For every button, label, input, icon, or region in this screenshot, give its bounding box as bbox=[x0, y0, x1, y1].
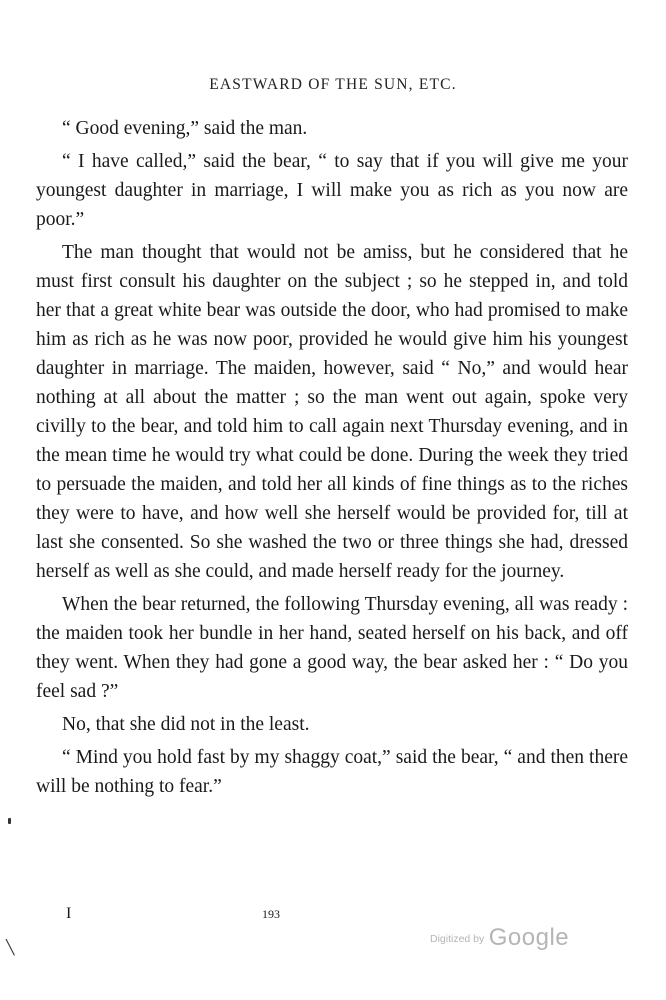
paragraph: “ Good evening,” said the man. bbox=[62, 118, 308, 139]
paragraph: When the bear returned, the following Thursday evening, all was ready : the maiden took her bundle in her hand, seated herself on his back, and off they went. When they had gone a good way, the bear asked her : “ Do you feel sad ?” bbox=[36, 594, 628, 702]
margin-mark bbox=[8, 818, 11, 824]
signature-mark: I bbox=[66, 905, 72, 922]
digitized-watermark bbox=[430, 924, 569, 952]
paragraph: “ Mind you hold fast by my shaggy coat,” said the bear, “ and then there will be nothing to fear.” bbox=[36, 747, 628, 797]
paragraph: “ I have called,” said the bear, “ to say that if you will give me your youngest daughter in marriage, I will make you as rich as you now are poor.” bbox=[36, 151, 628, 230]
watermark-prefix: Digitized by bbox=[430, 933, 485, 945]
paragraph: No, that she did not in the least. bbox=[62, 714, 310, 735]
paragraph: The man thought that would not be amiss, but he considered that he must first consult his daughter on the subject ; so he stepped in, and told her that a great white bear was outside the door, who had promised to make him as rich as he was now poor, provided he would give him his youngest daughter in marriage. The maiden, however, said “ No,” and would hear nothing at all about the matter ; so the man went out again, spoke very civilly to the bear, and told him to call again next Thursday evening, and in the mean time he would try what could be done. During the week they tried to persuade the maiden, and told her all kinds of fine things as to the riches they were to have, and how well she herself would be provided for, till at last she consented. So she washed the two or three things she had, dressed herself as well as she could, and made herself ready for the journey. bbox=[36, 242, 628, 582]
page-number: 193 bbox=[262, 907, 280, 921]
running-head: EASTWARD OF THE SUN, ETC. bbox=[209, 76, 457, 93]
watermark-brand: Google bbox=[488, 924, 570, 951]
body-text bbox=[36, 114, 628, 805]
corner-mark-icon: ╲ bbox=[6, 941, 15, 956]
